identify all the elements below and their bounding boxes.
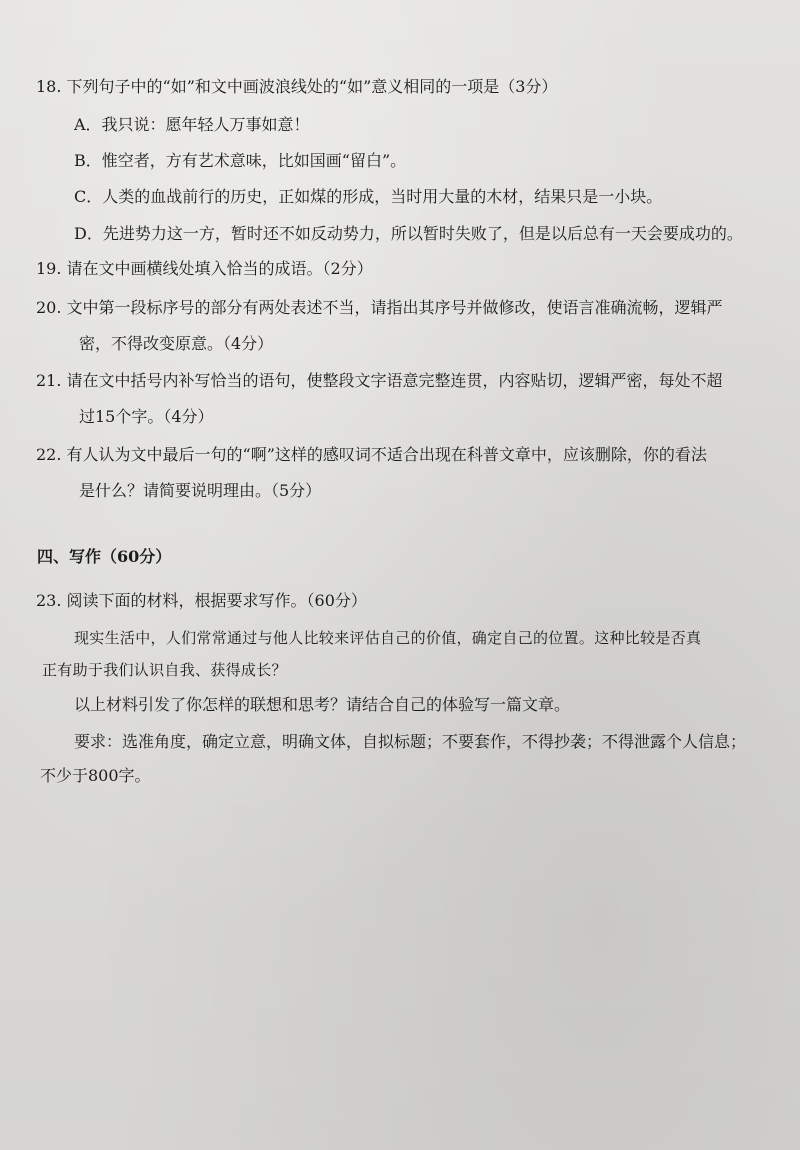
writing-prompt: 以上材料引发了你怎样的联想和思考？请结合自己的体验写一篇文章。 (74, 695, 571, 714)
question-20-line-1: 20. 文中第一段标序号的部分有两处表述不当，请指出其序号并做修改，使语言准确流畅，逻辑严 (36, 298, 723, 317)
question-23-stem: 23. 阅读下面的材料，根据要求写作。（60分） (36, 591, 367, 610)
writing-requirements-line-2: 不少于800字。 (40, 766, 151, 785)
question-21-line-2: 过15个字。（4分） (79, 407, 214, 426)
question-18-option-b: B．惟空者，方有艺术意味，比如国画“留白”。 (74, 151, 407, 170)
writing-material-line-2: 正有助于我们认识自我、获得成长？ (42, 661, 287, 679)
writing-material-line-1: 现实生活中，人们常常通过与他人比较来评估自己的价值，确定自己的位置。这种比较是否真 (74, 629, 702, 647)
question-22-line-1: 22. 有人认为文中最后一句的“啊”这样的感叹词不适合出现在科普文章中，应该删除，你的看法 (36, 445, 707, 464)
writing-requirements-line-1: 要求：选准角度，确定立意，明确文体，自拟标题；不要套作，不得抄袭；不得泄露个人信息； (74, 732, 747, 751)
section-4-heading: 四、写作（60分） (37, 547, 172, 566)
question-18-stem: 18. 下列句子中的“如”和文中画波浪线处的“如”意义相同的一项是（3分） (36, 77, 558, 96)
question-21-line-1: 21. 请在文中括号内补写恰当的语句，使整段文字语意完整连贯，内容贴切，逻辑严密，每处不超 (36, 371, 723, 390)
question-19-stem: 19. 请在文中画横线处填入恰当的成语。（2分） (36, 259, 373, 278)
question-18-option-c: C．人类的血战前行的历史，正如煤的形成，当时用大量的木材，结果只是一小块。 (74, 187, 663, 206)
question-20-line-2: 密，不得改变原意。（4分） (79, 334, 274, 353)
question-18-option-a: A．我只说：愿年轻人万事如意！ (74, 115, 310, 134)
question-18-option-d: D．先进势力这一方，暂时还不如反动势力，所以暂时失败了，但是以后总有一天会要成功的。 (74, 224, 743, 243)
question-22-line-2: 是什么？请简要说明理由。（5分） (79, 481, 322, 500)
